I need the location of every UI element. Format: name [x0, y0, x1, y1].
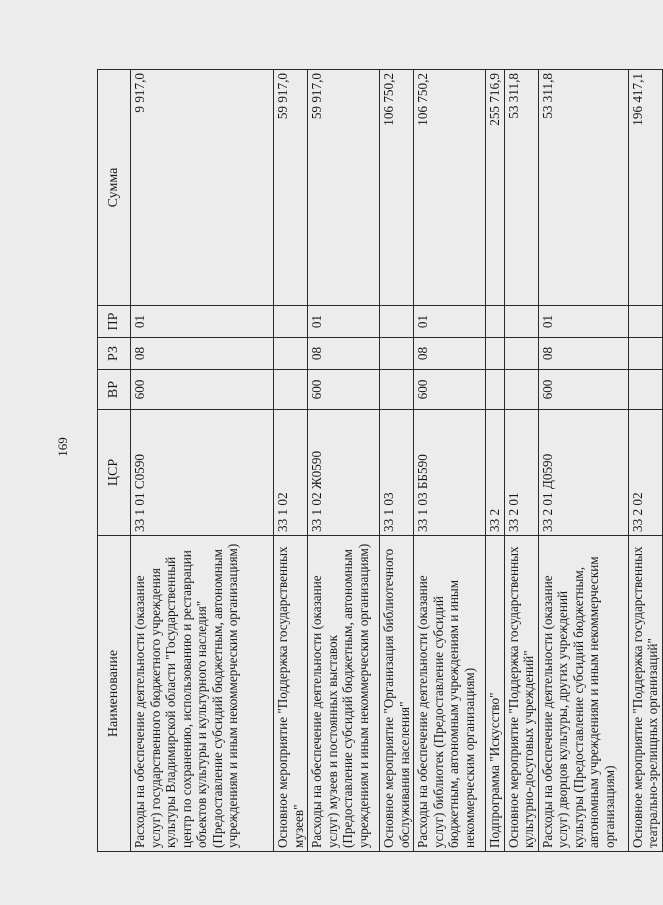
row-name: Основное мероприятие "Поддержка государственных театрально-зрелищных организаций": [628, 536, 662, 852]
row-rz: [628, 338, 662, 370]
table-row: [308, 70, 380, 852]
table-row: [538, 70, 628, 852]
table-row: [486, 70, 505, 852]
row-vr: [504, 370, 538, 410]
header-rz: РЗ: [98, 338, 131, 370]
row-csr: 33 2 01: [504, 410, 538, 536]
header-pr: ПР: [98, 306, 131, 338]
row-pr: [380, 306, 414, 338]
table-row: [414, 70, 486, 852]
row-vr: [274, 370, 308, 410]
row-name: Расходы на обеспечение деятельности (оказание услуг) государственного бюджетного учреждения культуры Владимирской области "Государственный центр по сохранению, использованию и реставрации объектов культуры и культурного наследия" (Предоставление субсидий бюджетным, автономным учреждениям и иным некоммерческим организациям): [131, 536, 274, 852]
row-csr: 33 1 02 Ж0590: [308, 410, 380, 536]
header-csr: ЦСР: [98, 410, 131, 536]
row-csr: 33 2 02: [628, 410, 662, 536]
table-header-row: [98, 70, 131, 852]
table-row: [380, 70, 414, 852]
row-csr: 33 1 01 С0590: [131, 410, 274, 536]
row-sum: 9 917,0: [131, 70, 274, 306]
row-sum: 196 417,1: [628, 70, 662, 306]
row-sum: 53 311,8: [504, 70, 538, 306]
row-pr: [628, 306, 662, 338]
table-row: [131, 70, 274, 852]
row-vr: 600: [414, 370, 486, 410]
row-name: Основное мероприятие "Поддержка государственных культурно-досуговых учреждений": [504, 536, 538, 852]
table-row: [504, 70, 538, 852]
row-pr: 01: [308, 306, 380, 338]
row-name: Расходы на обеспечение деятельности (оказание услуг) библиотек (Предоставление субсидий бюджетным, автономным учреждениям и иным некоммерческим организациям): [414, 536, 486, 852]
row-name: Расходы на обеспечение деятельности (оказание услуг) музеев и постоянных выставок (Предоставление субсидий бюджетным, автономным учреждениям и иным некоммерческим организациям): [308, 536, 380, 852]
row-csr: 33 2: [486, 410, 505, 536]
row-vr: 600: [131, 370, 274, 410]
row-vr: [486, 370, 505, 410]
row-rz: [380, 338, 414, 370]
row-rz: [274, 338, 308, 370]
row-csr: 33 1 02: [274, 410, 308, 536]
row-csr: 33 1 03 ББ590: [414, 410, 486, 536]
row-name: Основное мероприятие "Поддержка государственных музеев": [274, 536, 308, 852]
row-rz: 08: [308, 338, 380, 370]
header-sum: Сумма: [98, 70, 131, 306]
row-sum: 106 750,2: [414, 70, 486, 306]
row-rz: 08: [538, 338, 628, 370]
row-csr: 33 2 01 Д0590: [538, 410, 628, 536]
row-vr: [628, 370, 662, 410]
row-rz: [504, 338, 538, 370]
row-vr: 600: [308, 370, 380, 410]
row-vr: [380, 370, 414, 410]
row-pr: 01: [131, 306, 274, 338]
row-pr: [486, 306, 505, 338]
table-row: [628, 70, 662, 852]
row-sum: 59 917,0: [308, 70, 380, 306]
row-sum: 53 311,8: [538, 70, 628, 306]
budget-table-container: [97, 70, 660, 852]
row-pr: 01: [538, 306, 628, 338]
table-row: [274, 70, 308, 852]
row-sum: 255 716,9: [486, 70, 505, 306]
row-name: Расходы на обеспечение деятельности (оказание услуг) дворцов культуры, других учреждений культуры (Предоставление субсидий бюджетным, автономным учреждениям и иным некоммерческим организациям): [538, 536, 628, 852]
row-sum: 59 917,0: [274, 70, 308, 306]
page-number: 169: [55, 437, 70, 457]
row-pr: [504, 306, 538, 338]
row-pr: [274, 306, 308, 338]
row-name: Основное мероприятие "Организация библиотечного обслуживания населения": [380, 536, 414, 852]
budget-table: [97, 69, 663, 852]
row-sum: 106 750,2: [380, 70, 414, 306]
row-rz: 08: [414, 338, 486, 370]
row-vr: 600: [538, 370, 628, 410]
row-csr: 33 1 03: [380, 410, 414, 536]
row-rz: [486, 338, 505, 370]
row-name: Подпрограмма "Искусство": [486, 536, 505, 852]
row-pr: 01: [414, 306, 486, 338]
header-vr: ВР: [98, 370, 131, 410]
row-rz: 08: [131, 338, 274, 370]
header-name: Наименование: [98, 536, 131, 852]
